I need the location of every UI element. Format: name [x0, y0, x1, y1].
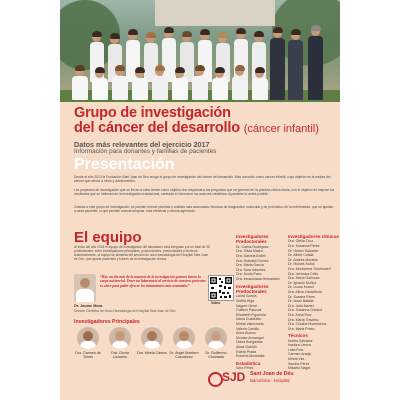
presentacion-paragraph-1: Desde el año 2013 la Fundación Sant Joan de Déu acoge el grupo de investigación del cáncer del desarrollo. Más conocido como cáncer infantil, cuyo objetivo es la mejora del cáncer que afecta a niños y adolescentes.: [74, 175, 331, 184]
staff-member: Dr. Albert Catalá: [288, 253, 314, 258]
staff-member: Carmen Araujo: [288, 352, 312, 357]
staff-member: Lidia Ruiz: [288, 347, 304, 352]
investigator-name: Dra. Mireia Cámos: [137, 351, 167, 355]
equipo-text: Al inicio del año 2018 el equipo de investigación del laboratorio está integrado por un total de 36 profesionales, entre investigadores principales, posdoctorales, predoctorales y técnicos. Adicionalmente, el equipo se alimenta del servicio de onco-hematología del Hospital Sant Joan de Déu, que aporta pacientes y tutores de la investigación clínica.: [74, 245, 210, 262]
staff-section-heading: Investigadores Predoctorales: [236, 283, 269, 294]
title-line-1: Grupo de investigación: [74, 105, 231, 121]
presentacion-heading: Presentación: [74, 156, 175, 173]
staff-member: Dra. Daniela Bolinh: [236, 254, 267, 258]
staff-member: María Cuadrado: [236, 317, 262, 322]
staff-member: Dra. Alicia Castañeda: [288, 289, 322, 294]
staff-member: Dr. Ignacio Muñoz: [288, 280, 317, 285]
staff-member: Roberta Mosetalla: [236, 354, 265, 359]
sjd-logo-icon: [208, 372, 223, 387]
investigator-name: Dra. Carmen de Torres: [75, 351, 101, 360]
group-photo: [60, 0, 340, 108]
staff-member: Dra. Susanna Gassiot: [288, 308, 323, 313]
staff-member: Dra. Sonia Paco: [236, 272, 262, 277]
investigadores-principales-heading: Investigadores Principales: [74, 319, 140, 325]
staff-member: Isadora Lemos: [288, 343, 312, 348]
staff-member: Dra. Cristina Montesinos: [288, 322, 327, 327]
staff-section-heading: Investigadores clínicos: [288, 234, 339, 239]
staff-member: Estela Prada: [236, 349, 257, 354]
year-line: Datos más relevantes del ejercicio 2017: [74, 140, 210, 149]
staff-member: Dra. Anna Ruiz: [288, 312, 312, 317]
staff-member: Sandra Pérez: [288, 361, 310, 366]
avatar: [109, 327, 131, 349]
quote-text: “Hay un día más de la mayoría de la investigación quienes tienen la carga asistencial. Tener un laboratorio al servicio de nuestros pacientes es clave para poder ofrecer los tratamientos más avanzados”: [100, 275, 206, 288]
presentacion-paragraph-3: Gracias a este grupo de investigación, se pueden ofrecer pruebas y análisis más avanzados: técnicas de diagnóstico molecular y de pronóstico de la enfermedad, que se ajustan a cada paciente, lo que permite nuevas terapias, más efectivas y menos agresivas.: [74, 205, 334, 214]
principal-investigator-card: [104, 327, 136, 359]
sjd-logo: [208, 370, 294, 392]
staff-member: Noelia Salvador: [288, 338, 313, 343]
avatar: [77, 327, 99, 349]
qr-label: Vídeo: [211, 301, 221, 305]
doctor-name: Dr. Jaume Mora: [74, 304, 103, 308]
staff-member: Dra. Inmaculada Hernández: [236, 276, 280, 281]
equipo-heading: El equipo: [74, 229, 142, 246]
staff-list-right: [288, 232, 342, 371]
staff-member: Dra. Montserrat Torrebadell: [288, 266, 331, 271]
staff-section-heading: Investigadores Predoctorales: [236, 234, 269, 245]
logo-line-1: Sant Joan de Déu: [250, 371, 294, 377]
staff-member: Dra. Verónica Celis: [288, 271, 318, 276]
investigator-name: Dr. Guillermo Chantada: [205, 351, 227, 360]
staff-member: Dra. Soledad Gómez: [236, 258, 269, 263]
staff-member: Mireia Valenzuela: [236, 321, 264, 326]
principal-investigator-card: [136, 327, 168, 355]
staff-member: Dr. Lucas Krauel: [288, 285, 314, 290]
avatar: [141, 327, 163, 349]
investigator-name: Dr. Ángel Montero Carcaboso: [169, 351, 199, 360]
staff-member: Dr. Moisés Suñol: [288, 262, 315, 267]
staff-member: Dra. Sara Sánchez: [236, 267, 266, 272]
staff-member: Dra. Susanna Pérez: [288, 244, 320, 248]
qr-code-icon: [209, 276, 233, 300]
staff-member: Dra. Marta Garcia: [236, 263, 264, 268]
investigator-name: Dra. Cinzia Lavarino: [111, 351, 129, 360]
principal-investigator-card: [200, 327, 232, 359]
principal-investigator-card: [72, 327, 104, 359]
qr-code[interactable]: [208, 275, 234, 301]
staff-member: Dra. María Galmoza: [288, 276, 320, 281]
avatar: [173, 327, 195, 349]
presentacion-paragraph-2: Los proyectos de investigación que se llevan a cabo tienen como objetivo dar respuesta a las preguntas que se generan en la práctica clínica diaria, con el objetivo de mejorar los resultados que se obtienen en la investigación traslacional, centrada en favorecer los avances científicos al paciente lo antes posible.: [74, 188, 335, 197]
info-line: Información para donantes y familias de pacientes: [74, 148, 217, 155]
staff-section-heading: Estadística: [236, 360, 261, 366]
doctor-photo: [74, 274, 96, 302]
title-line-2: del cáncer del desarrollo: [74, 120, 240, 136]
logo-line-2: Barcelona · Hospital: [250, 378, 290, 383]
staff-member: Alicia Garrido: [236, 344, 258, 349]
logo-mark-text: SJD: [222, 370, 246, 384]
staff-member: Nagore Gené: [236, 303, 258, 308]
staff-member: Dr. Carlos Rodríguez: [236, 244, 269, 249]
title-subtitle: (cáncer infantil): [243, 123, 319, 135]
staff-member: Dra. Silvia Mateo: [236, 249, 263, 254]
staff-member: Diana Bongastas: [236, 340, 263, 345]
building: [155, 0, 275, 26]
staff-member: Laura García: [236, 294, 257, 299]
staff-member: Valeria Castillo: [236, 326, 260, 331]
principal-investigator-card: [168, 327, 200, 359]
staff-section-heading: Técnicos: [288, 333, 308, 339]
page-title: [74, 106, 334, 137]
staff-member: Guillem Pascual: [236, 308, 262, 313]
staff-member: Anna Alonso: [236, 331, 256, 336]
avatar: [205, 327, 227, 349]
staff-member: Dra. María Travieso: [288, 317, 319, 322]
staff-member: Mikaelo Nagel: [288, 366, 311, 371]
quote-block: [74, 274, 208, 304]
staff-member: Dr. Isaac Batalla: [288, 299, 314, 304]
staff-member: Sara Pérez: [236, 366, 254, 371]
staff-list-left: [236, 232, 290, 371]
staff-member: Dra. Ofelia Cruz: [288, 239, 314, 244]
staff-member: Dr. Susana Rives: [288, 294, 316, 299]
doctor-role: Director Científico de Onco-Hematología del Hospital Sant Joan de Déu: [74, 309, 176, 313]
staff-member: Mireia Vila: [288, 357, 305, 362]
staff-member: Dra. Maria Prieto: [288, 326, 315, 331]
staff-member: Noelia Higa: [236, 298, 255, 303]
staff-member: Dr. Andrés Morales: [288, 257, 318, 262]
staff-member: Dra. Julia Martel: [288, 303, 314, 308]
staff-member: Montse Arrowsgul: [236, 335, 264, 340]
staff-member: Dr. Héctor Salvador: [288, 248, 319, 253]
staff-member: Elisabeth Figuerola: [236, 312, 266, 317]
